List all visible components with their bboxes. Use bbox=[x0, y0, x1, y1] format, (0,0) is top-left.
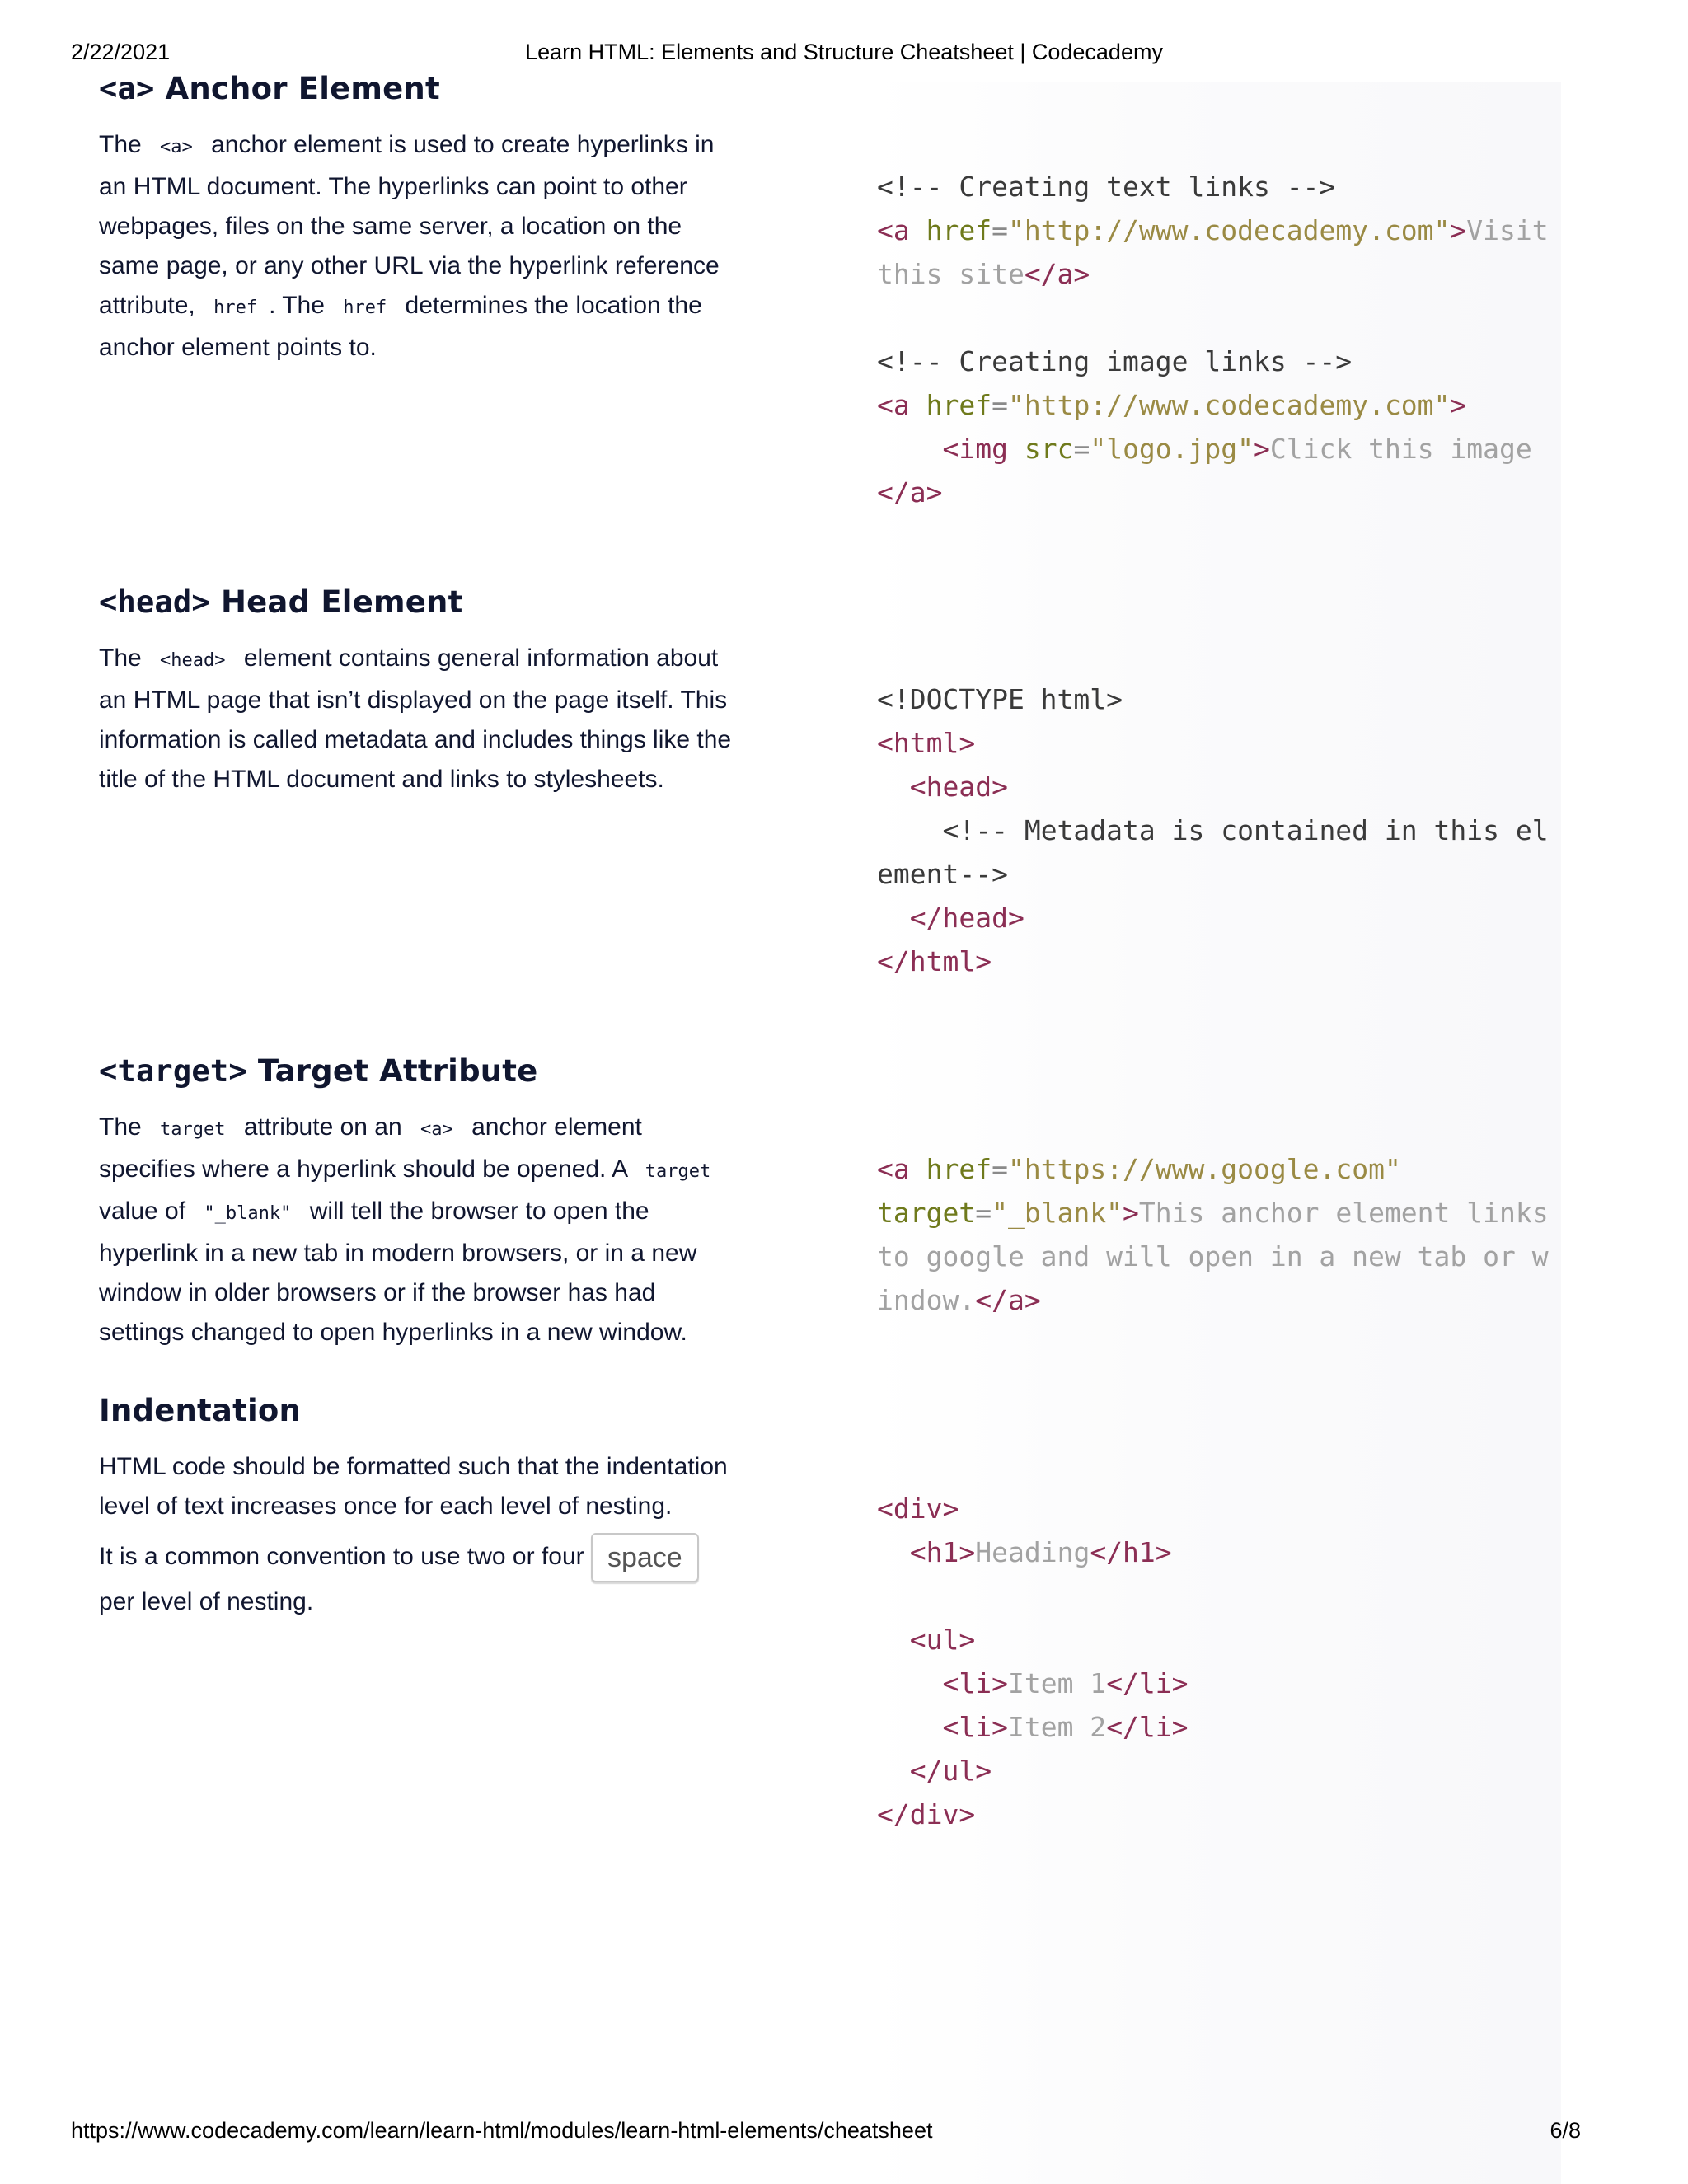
code-tag: </ul> bbox=[909, 1755, 992, 1787]
anchor-heading bbox=[99, 69, 742, 109]
code-string: "_blank" bbox=[992, 1197, 1123, 1229]
inline-code: href bbox=[213, 298, 258, 318]
code-string: "https://www.google.com" bbox=[1007, 1153, 1401, 1185]
code-attr: href bbox=[926, 1153, 992, 1185]
code-eq: = bbox=[992, 214, 1008, 246]
code-tag: <img bbox=[942, 433, 1008, 465]
text: It is a common convention to use two or four bbox=[99, 1542, 591, 1570]
code-eq: = bbox=[992, 1153, 1008, 1185]
code-tag: <a bbox=[877, 1153, 910, 1185]
target-heading bbox=[99, 1052, 742, 1091]
head-code-block bbox=[877, 677, 1553, 983]
code-tag: > bbox=[1254, 433, 1270, 465]
code-tag: </a> bbox=[1024, 258, 1090, 290]
inline-code: <a> bbox=[420, 1119, 453, 1140]
code-tag: > bbox=[1123, 1197, 1139, 1229]
print-footer bbox=[71, 2118, 1617, 2151]
code-tag: </a> bbox=[877, 476, 943, 509]
code-tag: </html> bbox=[877, 945, 992, 977]
text: value of bbox=[99, 1197, 193, 1225]
code-text: Heading bbox=[975, 1536, 1090, 1568]
print-url: https://www.codecademy.com/learn/learn-html/modules/learn-html-elements/cheatsheet bbox=[71, 2118, 933, 2143]
text: The bbox=[99, 1113, 149, 1141]
anchor-code-block bbox=[877, 165, 1565, 514]
code-tag: </li> bbox=[1106, 1711, 1189, 1743]
head-heading bbox=[99, 583, 742, 622]
indentation-heading: Indentation bbox=[99, 1393, 302, 1428]
text: per level of nesting. bbox=[99, 1588, 314, 1615]
head-heading-tag: <head> bbox=[99, 584, 210, 620]
code-tag: </div> bbox=[877, 1798, 976, 1830]
code-string: "http://www.codecademy.com" bbox=[1007, 214, 1451, 246]
code-attr: target bbox=[877, 1197, 976, 1229]
inline-code: "_blank" bbox=[204, 1203, 292, 1224]
target-description bbox=[99, 1108, 742, 1352]
code-attr: href bbox=[926, 214, 992, 246]
code-tag: </li> bbox=[1106, 1667, 1189, 1699]
print-date: 2/22/2021 bbox=[71, 40, 171, 64]
code-text: Visit this site bbox=[877, 214, 1565, 290]
code-comment: <!-- Metadata is contained in this element--> bbox=[877, 814, 1549, 890]
text: determines the location the anchor element points to. bbox=[99, 292, 702, 361]
text: will tell the browser to open the hyperlink in a new tab in modern browsers, or in a new window in older browsers or if the browser has had settings changed to open hyperlinks in a new window. bbox=[99, 1197, 697, 1346]
code-comment: <!-- Creating image links --> bbox=[877, 345, 1353, 377]
head-section bbox=[99, 583, 742, 799]
code-eq: = bbox=[975, 1197, 992, 1229]
inline-code: <a> bbox=[160, 137, 193, 157]
print-title: Learn HTML: Elements and Structure Cheatsheet | Codecademy bbox=[525, 40, 1163, 64]
text: element contains general information about an HTML page that isn’t displayed on the page itself. This information is called metadata and includes things like the title of the HTML document and links to stylesheets. bbox=[99, 644, 732, 793]
code-tag: <li> bbox=[942, 1711, 1008, 1743]
code-text: Item 1 bbox=[1007, 1667, 1107, 1699]
code-tag: <h1> bbox=[909, 1536, 976, 1568]
code-tag: > bbox=[1450, 389, 1467, 421]
code-tag: <head> bbox=[909, 771, 1008, 803]
text: . The bbox=[269, 292, 332, 319]
indentation-section bbox=[99, 1391, 742, 1622]
head-heading-text: Head Element bbox=[209, 584, 463, 620]
space-key: space bbox=[591, 1533, 699, 1582]
code-tag: <a bbox=[877, 389, 910, 421]
code-eq: = bbox=[1073, 433, 1090, 465]
code-text: This anchor element links to google and will open in a new tab or window. bbox=[877, 1197, 1565, 1316]
indentation-paragraph-1: HTML code should be formatted such that the indentation level of text increases once for each level of nesting. bbox=[99, 1453, 728, 1520]
anchor-heading-text: Anchor Element bbox=[154, 71, 440, 106]
anchor-section bbox=[99, 69, 742, 368]
print-header bbox=[71, 40, 1617, 73]
code-eq: = bbox=[992, 389, 1008, 421]
code-tag: </h1> bbox=[1090, 1536, 1172, 1568]
code-attr: href bbox=[926, 389, 992, 421]
anchor-heading-tag: <a> bbox=[99, 71, 155, 106]
target-heading-tag: <target> bbox=[99, 1053, 247, 1089]
code-tag: <a bbox=[877, 214, 910, 246]
code-tag: <html> bbox=[877, 727, 976, 759]
target-section bbox=[99, 1052, 742, 1352]
code-tag: <ul> bbox=[909, 1624, 976, 1656]
code-attr: src bbox=[1024, 433, 1074, 465]
code-tag: <li> bbox=[942, 1667, 1008, 1699]
code-doctype: <!DOCTYPE html> bbox=[877, 683, 1123, 715]
code-text: Click this image bbox=[1269, 433, 1532, 465]
code-tag: <div> bbox=[877, 1493, 959, 1525]
indentation-code-block bbox=[877, 1487, 1553, 1836]
code-tag: > bbox=[1450, 214, 1467, 246]
indentation-description bbox=[99, 1447, 742, 1622]
code-comment: <!-- Creating text links --> bbox=[877, 171, 1336, 203]
text: anchor element is used to create hyperlinks in an HTML document. The hyperlinks can point to other webpages, files on the same server, a location on the same page, or any other URL via the hyperlink reference attribute, bbox=[99, 131, 720, 319]
text: anchor element specifies where a hyperlink should be opened. A bbox=[99, 1113, 642, 1183]
page-number: 6/8 bbox=[1550, 2118, 1581, 2143]
text: attribute on an bbox=[237, 1113, 409, 1141]
code-string: "http://www.codecademy.com" bbox=[1007, 389, 1451, 421]
inline-code: target bbox=[645, 1161, 711, 1182]
inline-code: href bbox=[343, 298, 387, 318]
inline-code: <head> bbox=[160, 650, 226, 671]
text: The bbox=[99, 644, 149, 672]
target-heading-text: Target Attribute bbox=[246, 1053, 538, 1089]
text: The bbox=[99, 131, 149, 158]
code-tag: </a> bbox=[975, 1284, 1041, 1316]
head-description bbox=[99, 639, 742, 799]
code-tag: </head> bbox=[909, 902, 1025, 934]
target-code-block bbox=[877, 1147, 1565, 1322]
inline-code: target bbox=[160, 1119, 226, 1140]
anchor-description bbox=[99, 125, 742, 368]
code-text: Item 2 bbox=[1007, 1711, 1107, 1743]
code-string: "logo.jpg" bbox=[1090, 433, 1254, 465]
indentation-paragraph-2 bbox=[99, 1533, 742, 1622]
